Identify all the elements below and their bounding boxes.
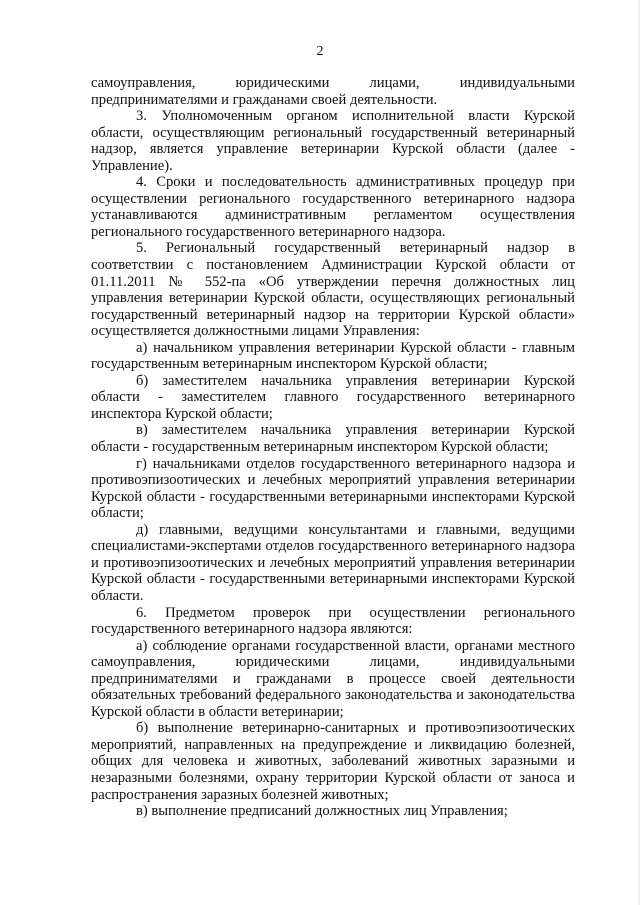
- subitem-5a: а) начальником управления ветеринарии Курской области - главным государственным ветеринарным инспектором Курской области;: [91, 339, 575, 373]
- subitem-5d: д) главными, ведущими консультантами и главными, ведущими специалистами-экспертами отделов государственного ветеринарного надзора и противоэпизоотических и лечебных мероприятий управления ветеринарии Курской области - государственными ветеринарными инспекторами Курской области.: [91, 521, 575, 604]
- subitem-5g: г) начальниками отделов государственного ветеринарного надзора и противоэпизоотических и лечебных мероприятий управления ветеринарии Курской области - государственными ветеринарными инспекторами Курской области;: [91, 455, 575, 522]
- paragraph-item-5: 5. Региональный государственный ветеринарный надзор в соответствии с постановлением Администрации Курской области от 01.11.2011 № 552-па «Об утверждении перечня должностных лиц управления ветеринарии Курской области, осуществляющих региональный государственный ветеринарный надзор на территории Курской области» осуществляется должностными лицами Управления:: [91, 240, 575, 340]
- paragraph-continuation: самоуправления, юридическими лицами, индивидуальными предпринимателями и гражданами своей деятельности.: [91, 75, 575, 108]
- subitem-5v: в) заместителем начальника управления ветеринарии Курской области - государственным ветеринарным инспектором Курской области;: [91, 422, 575, 456]
- page-number: 2: [316, 44, 324, 59]
- subitem-6b: б) выполнение ветеринарно-санитарных и противоэпизоотических мероприятий, направленных на предупреждение и ликвидацию болезней, общих для человека и животных, заболеваний животных заразными и незаразными болезнями, охрану территории Курской области от заноса и распространения заразных болезней животных;: [91, 720, 575, 803]
- subitem-6a: а) соблюдение органами государственной власти, органами местного самоуправления, юридическими лицами, индивидуальными предпринимателями и гражданами в процессе своей деятельности обязательных требований федерального законодательства и законодательства Курской области в области ветеринарии;: [91, 637, 575, 720]
- paragraph-item-6: 6. Предметом проверок при осуществлении регионального государственного ветеринарного надзора являются:: [91, 604, 575, 638]
- paragraph-item-3: 3. Уполномоченным органом исполнительной власти Курской области, осуществляющим региональный государственный ветеринарный надзор, является управление ветеринарии Курской области (далее - Управление).: [91, 108, 575, 174]
- document-body: [91, 75, 575, 820]
- paragraph-item-4: 4. Сроки и последовательность административных процедур при осуществлении регионального государственного ветеринарного надзора устанавливаются административным регламентом осуществления регионального государственного ветеринарного надзора.: [91, 174, 575, 240]
- subitem-5b: б) заместителем начальника управления ветеринарии Курской области - заместителем главного государственного ветеринарного инспектора Курской области;: [91, 372, 575, 422]
- subitem-6v: в) выполнение предписаний должностных лиц Управления;: [136, 803, 508, 820]
